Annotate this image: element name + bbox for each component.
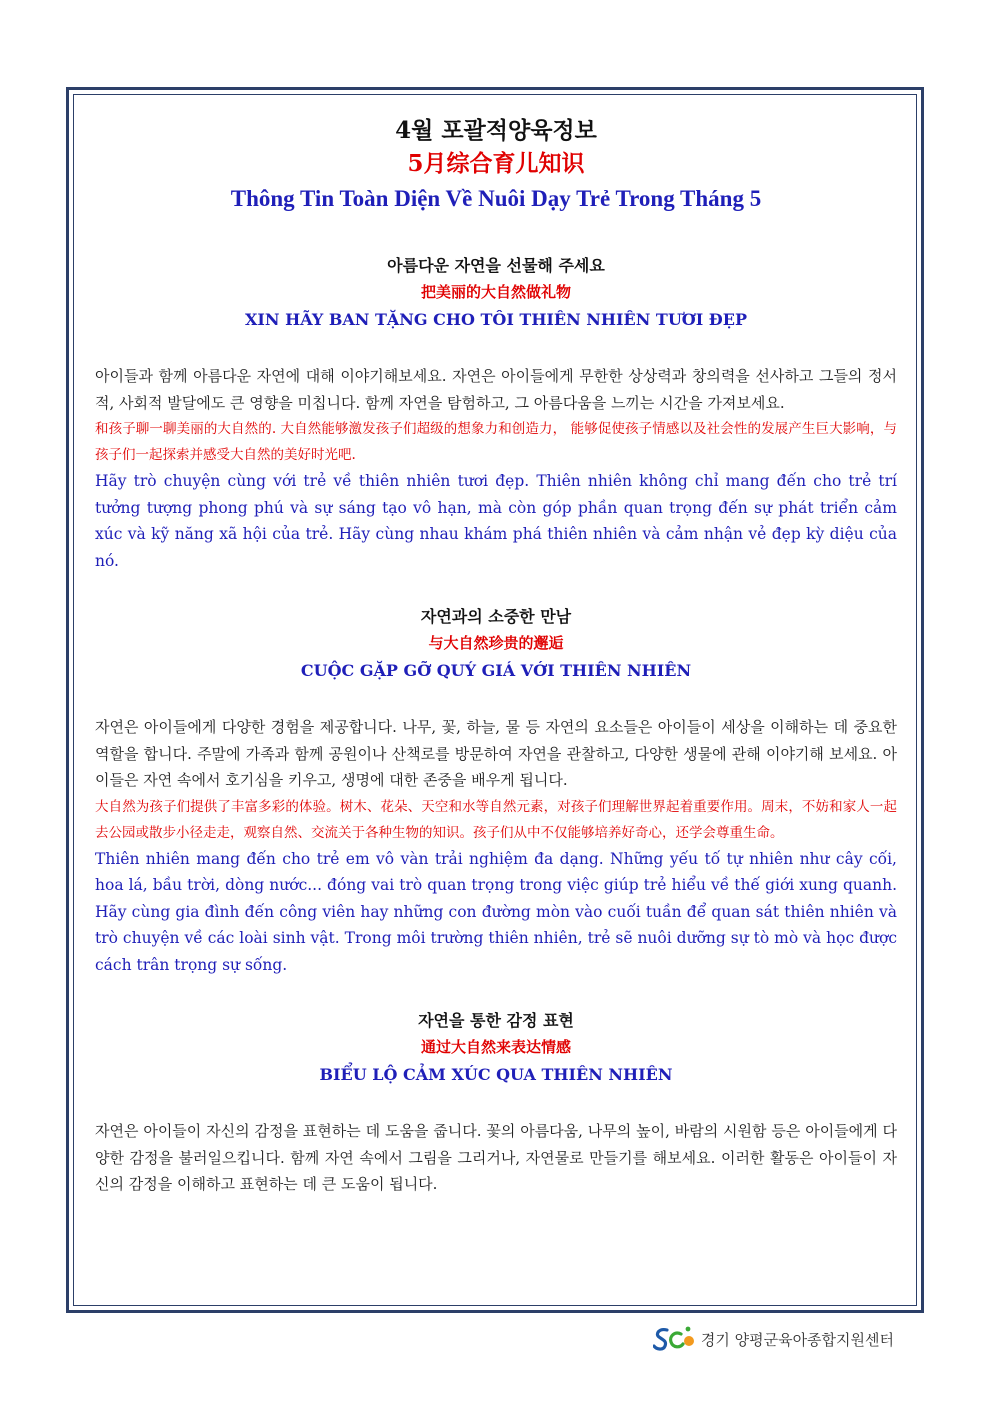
- title-korean: 4월 포괄적양육정보: [395, 117, 597, 144]
- section-heading-vietnamese: BIỂU LỘ CẢM XÚC QUA THIÊN NHIÊN: [319, 1065, 673, 1084]
- section-heading-korean: 아름다운 자연을 선물해 주세요: [387, 256, 605, 275]
- paragraph-vietnamese: Hãy trò chuyện cùng với trẻ về thiên nhiên tươi đẹp. Thiên nhiên không chỉ mang đến cho trẻ trí tưởng tượng phong phú và sự sáng tạo vô hạn, mà còn góp phần quan trọng đến sự phát triển cảm xúc và kỹ năng xã hội của trẻ. Hãy cùng nhau khám phá thiên nhiên và cảm nhận vẻ đẹp kỳ diệu của nó.: [95, 472, 897, 570]
- childcare-center-logo-icon: [653, 1324, 695, 1354]
- title-chinese: 5月综合育儿知识: [407, 150, 585, 177]
- section-heading-chinese: 通过大自然来表达情感: [420, 1038, 571, 1056]
- paragraph-chinese: 和孩子聊一聊美丽的大自然的. 大自然能够激发孩子们超级的想象力和创造力， 能够促使孩子情感以及社会性的发展产生巨大影响，与孩子们一起探索并感受大自然的美好时光吧.: [95, 421, 897, 463]
- section-heading-korean: 자연과의 소중한 만남: [420, 607, 572, 626]
- section-heading-chinese: 与大自然珍贵的邂逅: [428, 634, 564, 652]
- section-nature-encounter: [95, 604, 897, 978]
- section-heading-korean: 자연을 통한 감정 표현: [418, 1011, 574, 1030]
- paragraph-korean: 아이들과 함께 아름다운 자연에 대해 이야기해보세요. 자연은 아이들에게 무한한 상상력과 창의력을 선사하고 그들의 정서적, 사회적 발달에도 큰 영향을 미칩니다. 함께 자연을 탐험하고, 그 아름다움을 느끼는 시간을 가져보세요.: [95, 367, 897, 412]
- paragraph-korean: 자연은 아이들에게 다양한 경험을 제공합니다. 나무, 꽃, 하늘, 물 등 자연의 요소들은 아이들이 세상을 이해하는 데 중요한 역할을 합니다. 주말에 가족과 함께 공원이나 산책로를 방문하여 자연을 관찰하고, 다양한 생물에 관해 이야기해 보세요. 아이들은 자연 속에서 호기심을 키우고, 생명에 대한 존중을 배우게 됩니다.: [95, 718, 897, 789]
- section-heading-vietnamese: CUỘC GẶP GỠ QUÝ GIÁ VỚI THIÊN NHIÊN: [300, 661, 692, 680]
- section-nature-gift: [95, 253, 897, 574]
- section-heading-vietnamese: XIN HÃY BAN TẶNG CHO TÔI THIÊN NHIÊN TƯƠI ĐẸP: [245, 310, 747, 329]
- section-emotion-expression: [95, 1008, 897, 1198]
- footer-org-name: 경기 양평군육아종합지원센터: [700, 1330, 894, 1349]
- paragraph-korean: 자연은 아이들이 자신의 감정을 표현하는 데 도움을 줍니다. 꽃의 아름다움, 나무의 높이, 바람의 시원함 등은 아이들에게 다양한 감정을 불러일으킵니다. 함께 자연 속에서 그림을 그리거나, 자연물로 만들기를 해보세요. 이러한 활동은 아이들이 자신의 감정을 이해하고 표현하는 데 큰 도움이 됩니다.: [95, 1122, 897, 1193]
- section-heading-chinese: 把美丽的大自然做礼物: [420, 283, 571, 301]
- paragraph-vietnamese: Thiên nhiên mang đến cho trẻ em vô vàn trải nghiệm đa dạng. Những yếu tố tự nhiên như cây cối, hoa lá, bầu trời, dòng nước... đóng vai trò quan trọng trong việc giúp trẻ hiểu về thế giới xung quanh. Hãy cùng gia đình đến công viên hay những con đường mòn vào cuối tuần để quan sát thiên nhiên và trò chuyện về các loài sinh vật. Trong môi trường thiên nhiên, trẻ sẽ nuôi dưỡng sự tò mò và học được cách trân trọng sự sống.: [95, 849, 897, 974]
- title-vietnamese: Thông Tin Toàn Diện Về Nuôi Dạy Trẻ Trong Tháng 5: [230, 186, 762, 211]
- paragraph-chinese: 大自然为孩子们提供了丰富多彩的体验。树木、花朵、天空和水等自然元素，对孩子们理解世界起着重要作用。周末，不妨和家人一起去公园或散步小径走走，观察自然、交流关于各种生物的知识。孩子们从中不仅能够培养好奇心，还学会尊重生命。: [95, 798, 897, 841]
- footer: [653, 1323, 894, 1355]
- document-content: [95, 115, 897, 1198]
